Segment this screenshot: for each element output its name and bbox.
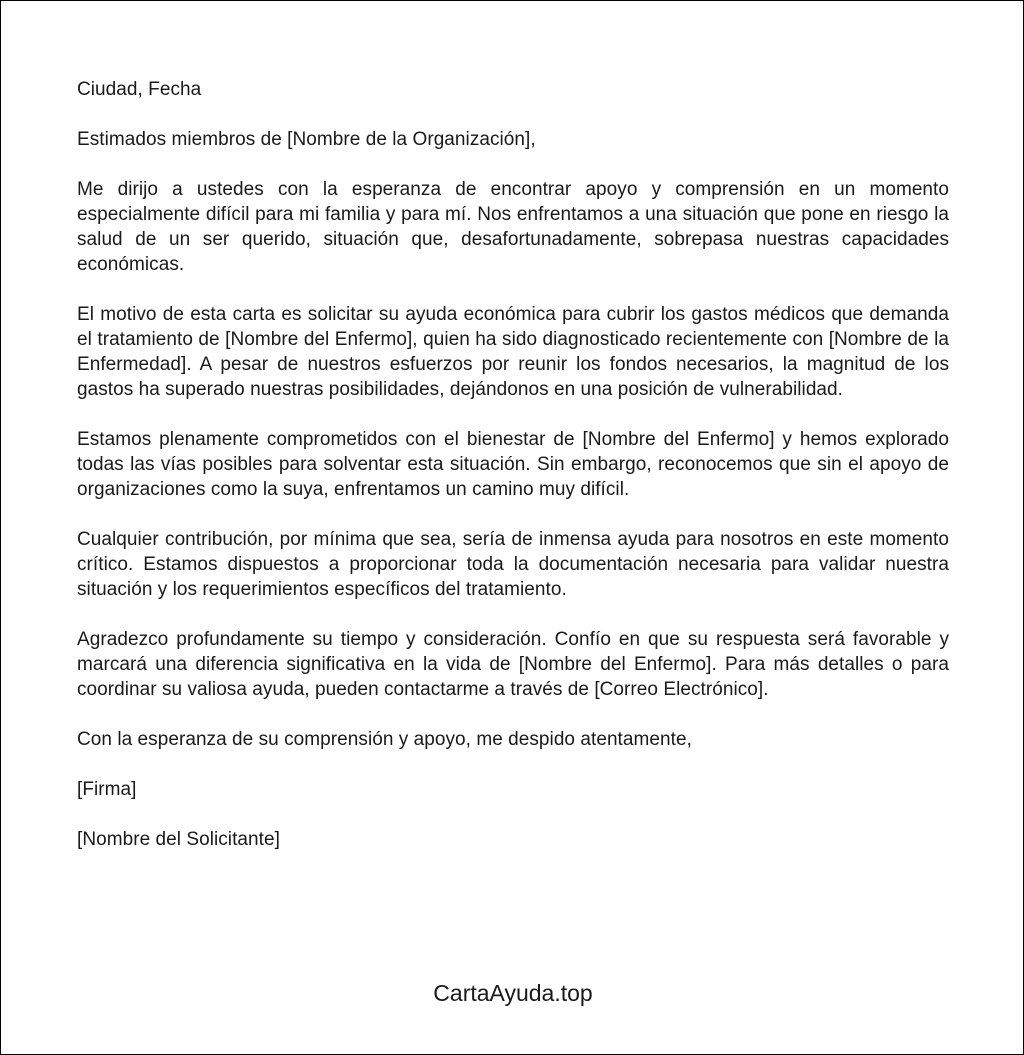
signature: [Firma] <box>77 779 137 800</box>
place-date: Ciudad, Fecha <box>77 79 202 100</box>
footer-site: CartaAyuda.top <box>433 980 593 1006</box>
letter-body <box>77 77 949 852</box>
paragraph-intro: Me dirijo a ustedes con la esperanza de encontrar apoyo y comprensión en un momento especialmente difícil para mi familia y para mí. Nos enfrentamos a una situación que pone en riesgo la salud de un ser querido, situación que, desafortunadamente, sobrepasa nuestras capacidades económicas. <box>77 179 949 275</box>
paragraph-request: El motivo de esta carta es solicitar su ayuda económica para cubrir los gastos médicos que demanda el tratamiento de [Nombre del Enfermo], quien ha sido diagnosticado recientemente con [Nombre de la Enfermedad]. A pesar de nuestros esfuerzos por reunir los fondos necesarios, la magnitud de los gastos ha superado nuestras posibilidades, dejándonos en una posición de vulnerabilidad. <box>77 304 949 400</box>
sender-name: [Nombre del Solicitante] <box>77 829 280 850</box>
paragraph-thanks: Agradezco profundamente su tiempo y consideración. Confío en que su respuesta será favorable y marcará una diferencia significativa en la vida de [Nombre del Enfermo]. Para más detalles o para coordinar su valiosa ayuda, pueden contactarme a través de [Correo Electrónico]. <box>77 629 949 700</box>
closing: Con la esperanza de su comprensión y apoyo, me despido atentamente, <box>77 729 692 750</box>
closing-block <box>77 727 949 852</box>
salutation: Estimados miembros de [Nombre de la Organización], <box>77 129 536 150</box>
paragraph-contribution: Cualquier contribución, por mínima que sea, sería de inmensa ayuda para nosotros en este momento crítico. Estamos dispuestos a proporcionar toda la documentación necesaria para validar nuestra situación y los requerimientos específicos del tratamiento. <box>77 529 949 600</box>
paragraph-commitment: Estamos plenamente comprometidos con el bienestar de [Nombre del Enfermo] y hemos explorado todas las vías posibles para solventar esta situación. Sin embargo, reconocemos que sin el apoyo de organizaciones como la suya, enfrentamos un camino muy difícil. <box>77 429 949 500</box>
